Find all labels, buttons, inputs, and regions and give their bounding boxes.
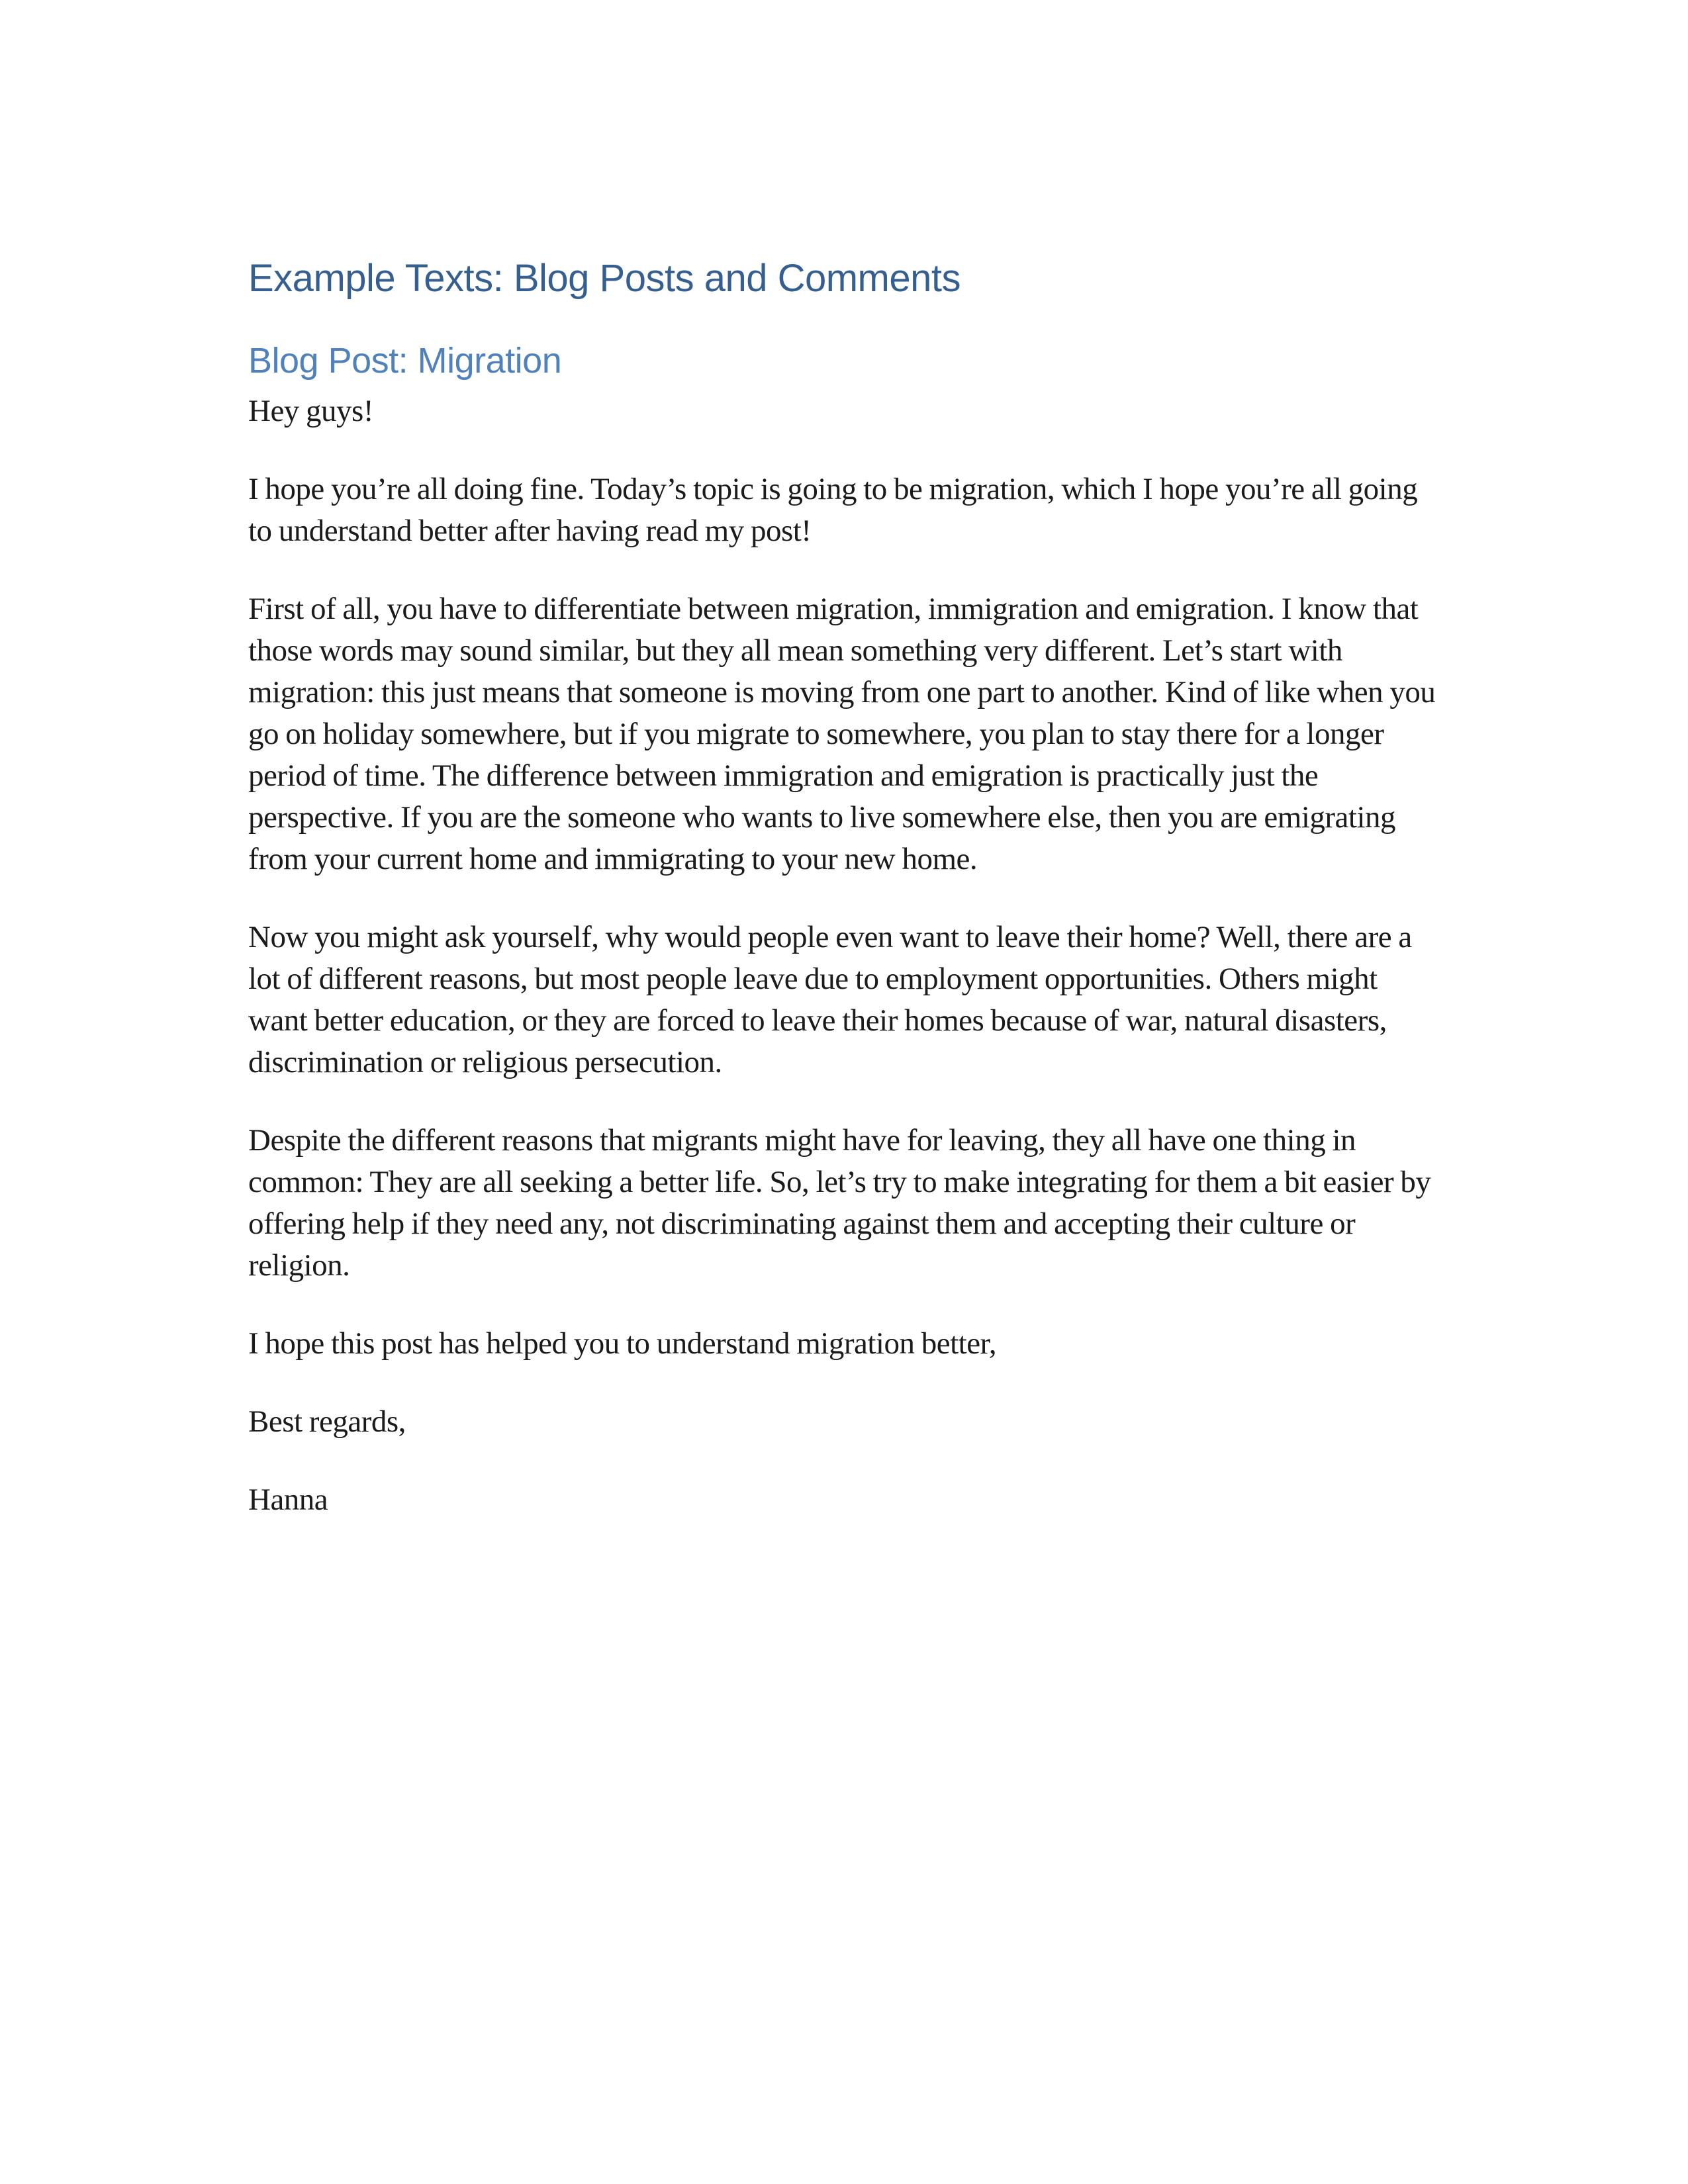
body-paragraphs [248,390,1440,1521]
paragraph: Now you might ask yourself, why would people even want to leave their home? Well, there are a lot of different reasons, but most people leave due to employment opportunities. Others might want better education, or they are forced to leave their homes because of war, natural disasters, discrimination or religious persecution. [248,920,1412,1079]
document-title: Example Texts: Blog Posts and Comments [248,257,961,300]
document-content [248,255,1440,1521]
paragraph: Hey guys! [248,394,373,428]
paragraph: Best regards, [248,1404,406,1439]
paragraph: Hanna [248,1482,328,1517]
paragraph: I hope this post has helped you to understand migration better, [248,1326,997,1361]
paragraph: Despite the different reasons that migrants might have for leaving, they all have one thing in common: They are all seeking a better life. So, let’s try to make integrating for them a bit easier by offering help if they need any, not discriminating against them and accepting their culture or religion. [248,1123,1431,1283]
paragraph: First of all, you have to differentiate between migration, immigration and emigration. I know that those words may sound similar, but they all mean something very different. Let’s start with migration: this just means that someone is moving from one part to another. Kind of like when you go on holiday somewhere, but if you migrate to somewhere, you plan to stay there for a longer period of time. The difference between immigration and emigration is practically just the perspective. If you are the someone who wants to live somewhere else, then you are emigrating from your current home and immigrating to your new home. [248,592,1436,876]
paragraph: I hope you’re all doing fine. Today’s topic is going to be migration, which I hope you’re all going to understand better after having read my post! [248,472,1418,548]
section-heading-blog-post-migration: Blog Post: Migration [248,341,562,381]
